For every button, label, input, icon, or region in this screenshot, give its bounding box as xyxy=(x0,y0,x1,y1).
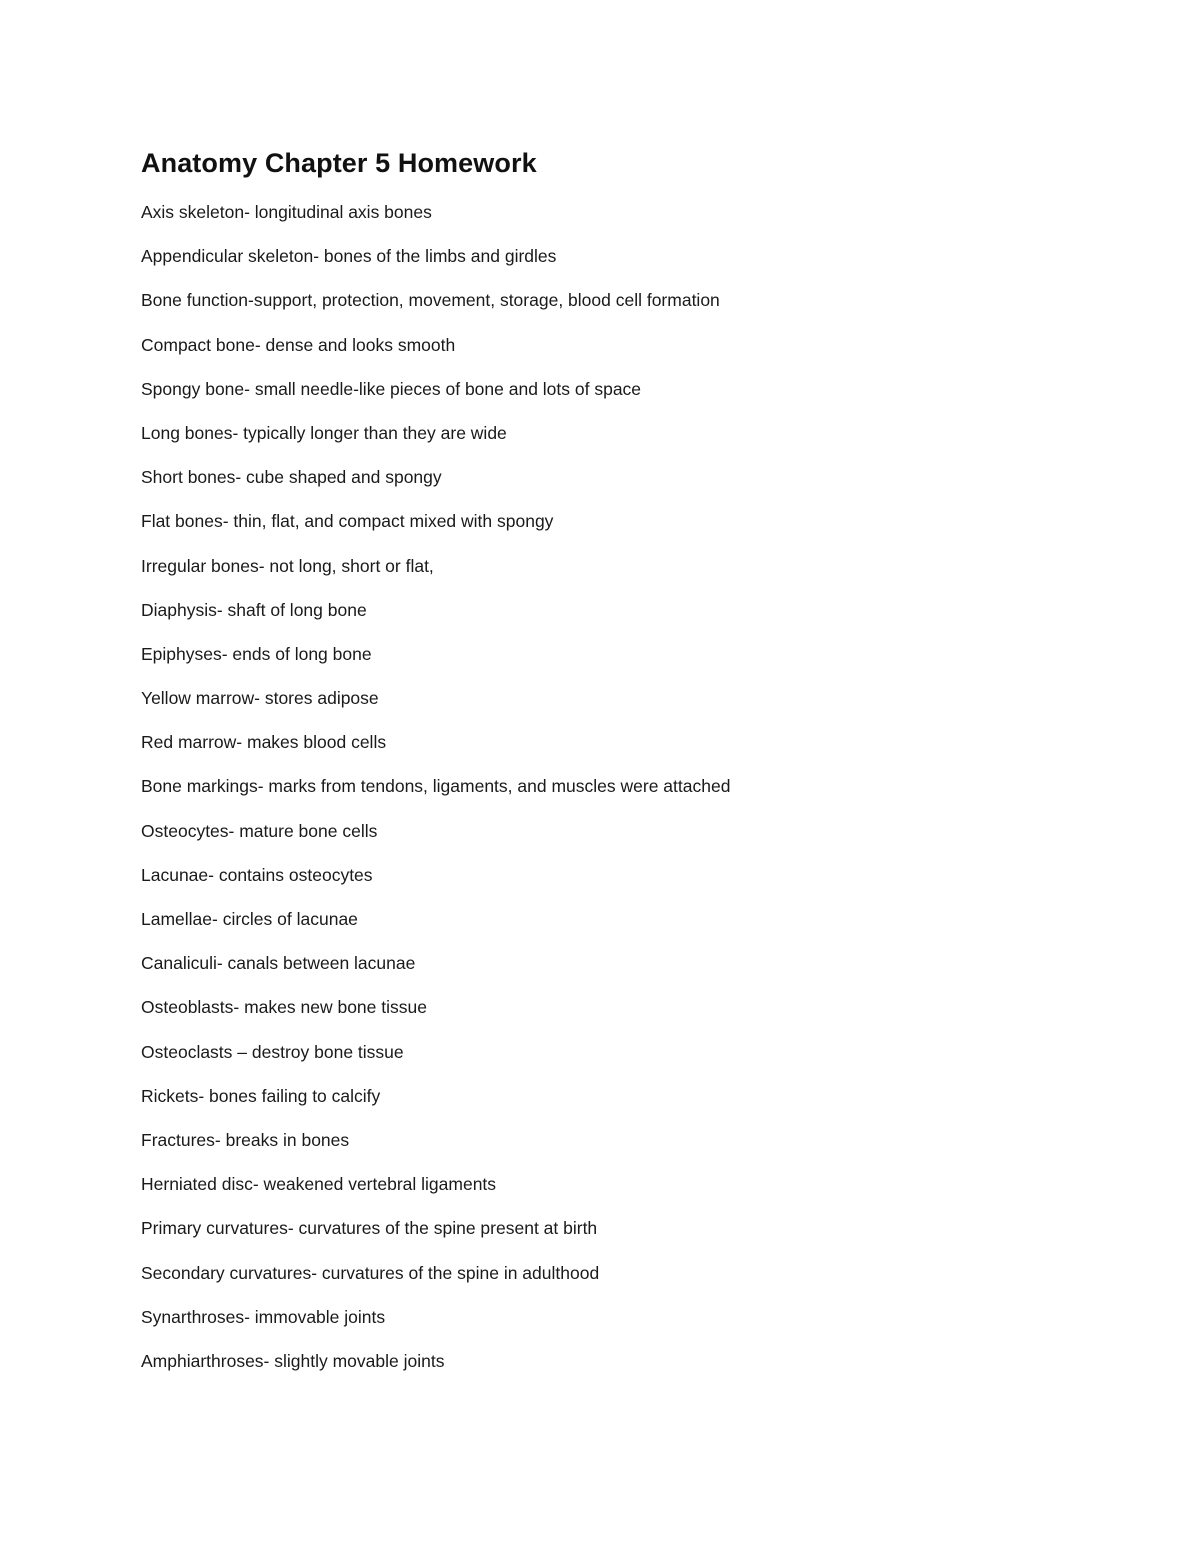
term-line: Herniated disc- weakened vertebral ligaments xyxy=(141,1174,497,1195)
term-line: Fractures- breaks in bones xyxy=(141,1129,350,1150)
term-line: Bone markings- marks from tendons, ligaments, and muscles were attached xyxy=(141,776,731,797)
term-line: Spongy bone- small needle-like pieces of bone and lots of space xyxy=(141,378,642,399)
term-line: Long bones- typically longer than they are wide xyxy=(141,422,507,443)
term-line: Irregular bones- not long, short or flat, xyxy=(141,555,434,576)
term-line: Primary curvatures- curvatures of the spine present at birth xyxy=(141,1218,598,1239)
term-line: Red marrow- makes blood cells xyxy=(141,732,387,753)
term-line: Yellow marrow- stores adipose xyxy=(141,688,379,709)
term-line: Lamellae- circles of lacunae xyxy=(141,909,358,929)
term-line: Osteoblasts- makes new bone tissue xyxy=(141,997,427,1018)
term-line: Synarthroses- immovable joints xyxy=(141,1306,386,1327)
term-line: Diaphysis- shaft of long bone xyxy=(141,599,367,620)
term-line: Short bones- cube shaped and spongy xyxy=(141,467,442,488)
term-line: Flat bones- thin, flat, and compact mixed with spongy xyxy=(141,511,554,532)
term-line: Axis skeleton- longitudinal axis bones xyxy=(141,202,432,222)
term-line: Canaliculi- canals between lacunae xyxy=(141,953,416,974)
term-list xyxy=(141,200,1141,1393)
term-line: Rickets- bones failing to calcify xyxy=(141,1085,381,1106)
term-line: Compact bone- dense and looks smooth xyxy=(141,334,456,355)
term-line: Epiphyses- ends of long bone xyxy=(141,643,372,664)
term-line: Osteocytes- mature bone cells xyxy=(141,820,378,841)
page-title: Anatomy Chapter 5 Homework xyxy=(141,148,537,178)
term-line: Osteoclasts – destroy bone tissue xyxy=(141,1041,404,1062)
term-line: Secondary curvatures- curvatures of the spine in adulthood xyxy=(141,1262,600,1283)
term-line: Appendicular skeleton- bones of the limbs and girdles xyxy=(141,246,557,267)
term-line: Amphiarthroses- slightly movable joints xyxy=(141,1350,445,1371)
term-line: Bone function-support, protection, movement, storage, blood cell formation xyxy=(141,290,720,311)
term-line: Lacunae- contains osteocytes xyxy=(141,864,373,885)
